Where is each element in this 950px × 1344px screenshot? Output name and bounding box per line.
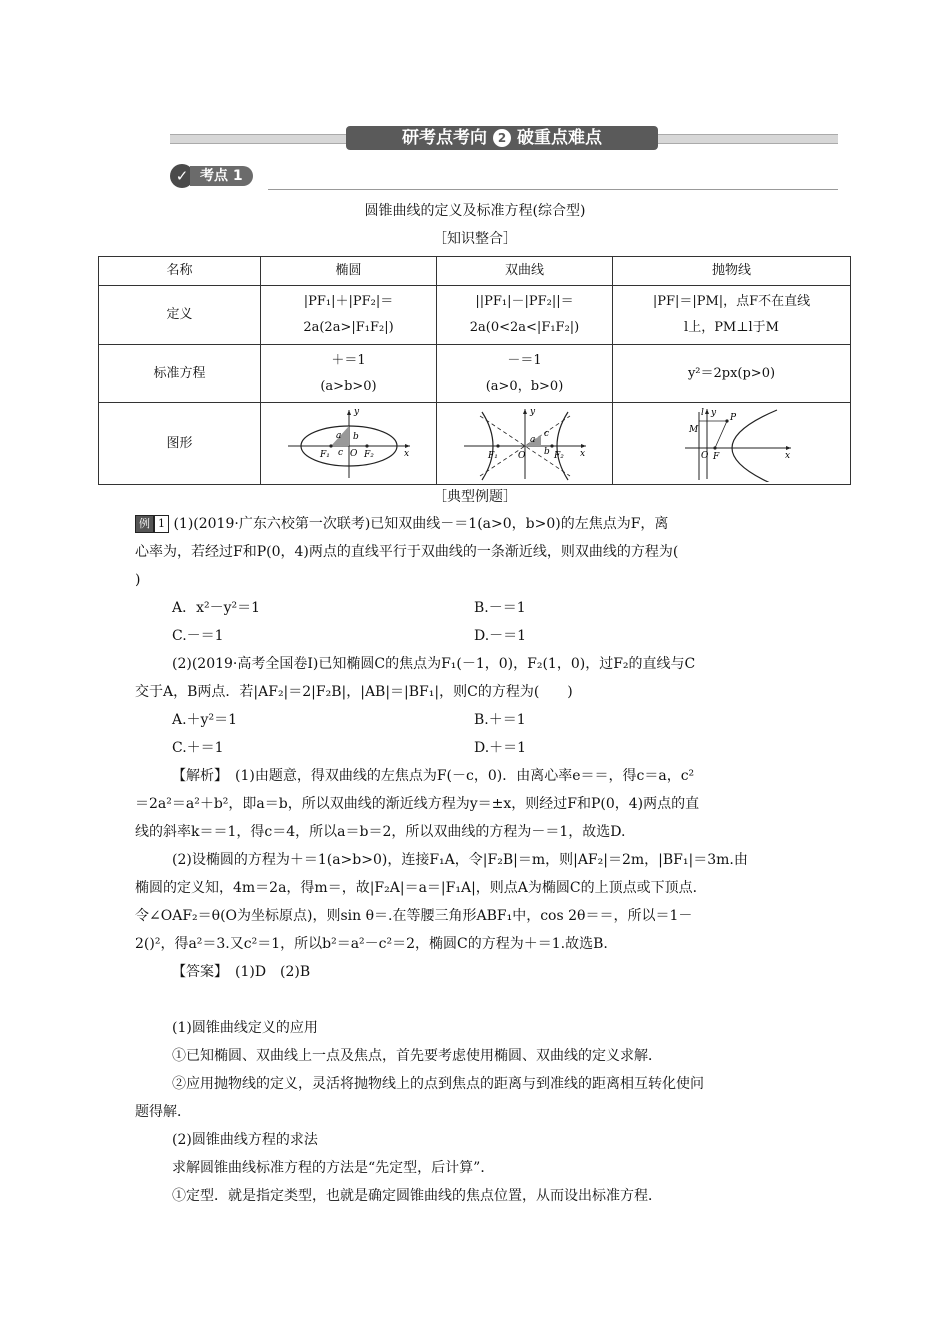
solution-line: 椭圆的定义知，4m＝2a，得m＝，故|F₂A|＝a＝|F₁A|，则点A为椭圆C的上顶点或下顶点． [135,880,707,896]
q2-option-a: A.＋y²＝1 [172,712,237,728]
q1-option-c: C.－＝1 [172,628,224,644]
cell-line: (a>b>0) [320,378,377,394]
table-row-equation [99,345,851,403]
cell-parabola-def [613,286,851,345]
example-q1-line1 [135,510,815,538]
y-arrow [347,410,351,415]
solution-line: 令∠OAF₂＝θ(O为坐标原点)，则sin θ＝.在等腰三角形ABF₁中，cos 2θ＝＝，所以＝1－ [135,908,693,924]
table-row-figure [99,403,851,485]
segment-pf [715,421,727,448]
label-l: l [700,407,704,418]
cell-line: |PF|＝|PM|，点F不在直线 [652,294,811,309]
banner-right: 破重点难点 [517,128,602,148]
x-arrow [786,446,791,450]
cell-ellipse-figure [261,403,437,485]
q2-text-1: (2)(2019·高考全国卷Ⅰ)已知椭圆C的焦点为F₁(－1，0)，F₂(1，0)，过F₂的直线与C [172,656,696,672]
solution-line: 线的斜率k＝＝1，得c＝4，所以a＝b＝2，所以双曲线的方程为－＝1，故选D. [135,824,626,840]
q1-option-d: D.－＝1 [474,628,527,644]
q2-option-c: C.＋＝1 [172,740,224,756]
q2-text-2: 交于A，B两点．若|AF₂|＝2|F₂B|，|AB|＝|BF₁|，则C的方程为( ) [135,684,573,700]
cell-line: (a>0，b>0) [485,378,564,394]
q2-option-b: B.＋＝1 [474,712,526,728]
banner-number: 2 [493,129,511,147]
cell-hyperbola-def [437,286,613,345]
section-title: 圆锥曲线的定义及标准方程(综合型) [364,203,586,219]
note-line: ②应用抛物线的定义，灵活将抛物线上的点到焦点的距离与到准线的距离相互转化使问 [172,1076,704,1092]
label-b: b [543,446,550,457]
ellipse-figure [284,406,414,482]
x-arrow [581,444,586,448]
focus-point [713,446,716,449]
label-x: x [579,448,585,459]
section-banner [170,126,838,150]
note-line: ①已知椭圆、双曲线上一点及焦点，首先要考虑使用椭圆、双曲线的定义求解． [172,1048,662,1064]
focus-point [550,444,553,447]
conic-table [98,256,851,485]
kaodian-label [170,164,253,188]
label-y: y [353,406,359,417]
cell-line: ||PF₁|－|PF₂||＝ [475,294,574,309]
example-tag: 例 [135,515,154,533]
example-title: ［典型例题］ [433,489,517,505]
header-name: 名称 [99,257,261,286]
y-arrow [705,409,709,414]
y-arrow [523,409,527,414]
label-o: O [700,450,708,461]
banner-tab [346,126,658,150]
header-parabola: 抛物线 [613,257,851,286]
focus-point [329,444,332,447]
q1-text-2: 心率为，若经过F和P(0，4)两点的直线平行于双曲线的一条渐近线，则双曲线的方程为( [135,544,679,560]
cell-line: |PF₁|＋|PF₂|＝ [303,294,394,309]
hyperbola-figure [460,406,590,482]
table-header-row [99,257,851,286]
cell-hyperbola-figure [437,403,613,485]
solution-line: ＝2a²＝a²＋b²，即a＝b，所以双曲线的渐近线方程为y＝±x，则经过F和P(0，4)两点的直 [135,796,700,812]
cell-ellipse-def [261,286,437,345]
note-line: 题得解． [135,1104,191,1120]
parabola-figure [667,406,797,482]
label-x: x [784,450,790,461]
solution-line: (2)设椭圆的方程为＋＝1(a>b>0)，连接F₁A，令|F₂B|＝m，则|AF₂|＝2m，|BF₁|＝3m.由 [172,852,748,868]
cell-line: y²＝2px(p>0) [687,365,776,381]
note-line: 求解圆锥曲线标准方程的方法是“先定型，后计算”． [172,1160,495,1176]
cell-line: l上，PM⊥l于M [684,320,779,335]
cell-line: －＝1 [507,352,542,368]
answer-line: 【答案】 (1)D (2)B [172,964,311,980]
label-f1: F₁ [487,450,498,461]
focus-point [365,444,368,447]
header-hyperbola: 双曲线 [437,257,613,286]
label-y: y [529,406,535,417]
label-f2: F₂ [553,450,564,461]
cell-parabola-figure [613,403,851,485]
label-o: O [349,448,357,459]
header-ellipse: 椭圆 [261,257,437,286]
label-m: M [688,424,698,435]
label-f1: F₁ [319,449,330,460]
note-line: ①定型．就是指定类型，也就是确定圆锥曲线的焦点位置，从而设出标准方程． [172,1188,662,1204]
banner-left: 研考点考向 [402,128,487,148]
label-a: a [335,430,341,441]
cell-line: 2a(2a>|F₁F₂|) [303,320,394,335]
solution-line: 2()²，得a²＝3.又c²＝1，所以b²＝a²－c²＝2，椭圆C的方程为＋＝1.故选B. [135,936,608,952]
note-line: (2)圆锥曲线方程的求法 [172,1132,318,1148]
cell-parabola-eq [613,345,851,403]
example-number: 1 [154,515,169,533]
row-label: 定义 [99,286,261,345]
q1-option-b: B.－＝1 [474,600,526,616]
label-x: x [403,448,409,459]
note-line: (1)圆锥曲线定义的应用 [172,1020,318,1036]
row-label: 图形 [99,403,261,485]
cell-ellipse-eq [261,345,437,403]
focus-point [496,444,499,447]
cell-line: 2a(0<2a<|F₁F₂|) [469,320,580,335]
solution-line: 【解析】 (1)由题意，得双曲线的左焦点为F(－c，0)．由离心率e＝＝，得c＝a，c² [172,768,695,784]
check-icon: ✓ [170,164,194,188]
knowledge-title: ［知识整合］ [433,231,517,247]
q2-option-d: D.＋＝1 [474,740,527,756]
cell-line: ＋＝1 [331,352,366,368]
label-c: c [543,428,549,439]
point-p [725,419,728,422]
label-f: F [712,451,719,462]
label-a: a [529,434,535,445]
kaodian-rule [268,189,838,190]
row-label: 标准方程 [99,345,261,403]
label-y: y [710,407,716,418]
label-o: O [517,450,525,461]
x-arrow [405,444,410,448]
q1-text-1: (1)(2019·广东六校第一次联考)已知双曲线－＝1(a>0，b>0)的左焦点为F，离 [173,516,669,532]
q1-option-a: A．x²－y²＝1 [172,600,261,616]
label-c: c [337,447,343,458]
cell-hyperbola-eq [437,345,613,403]
table-row-definition [99,286,851,345]
q1-text-3: ) [135,572,141,588]
parabola-curve [732,410,777,482]
label-f2: F₂ [363,449,374,460]
kaodian-text: 考点 1 [190,166,253,186]
label-p: P [729,412,736,423]
label-b: b [352,431,359,442]
